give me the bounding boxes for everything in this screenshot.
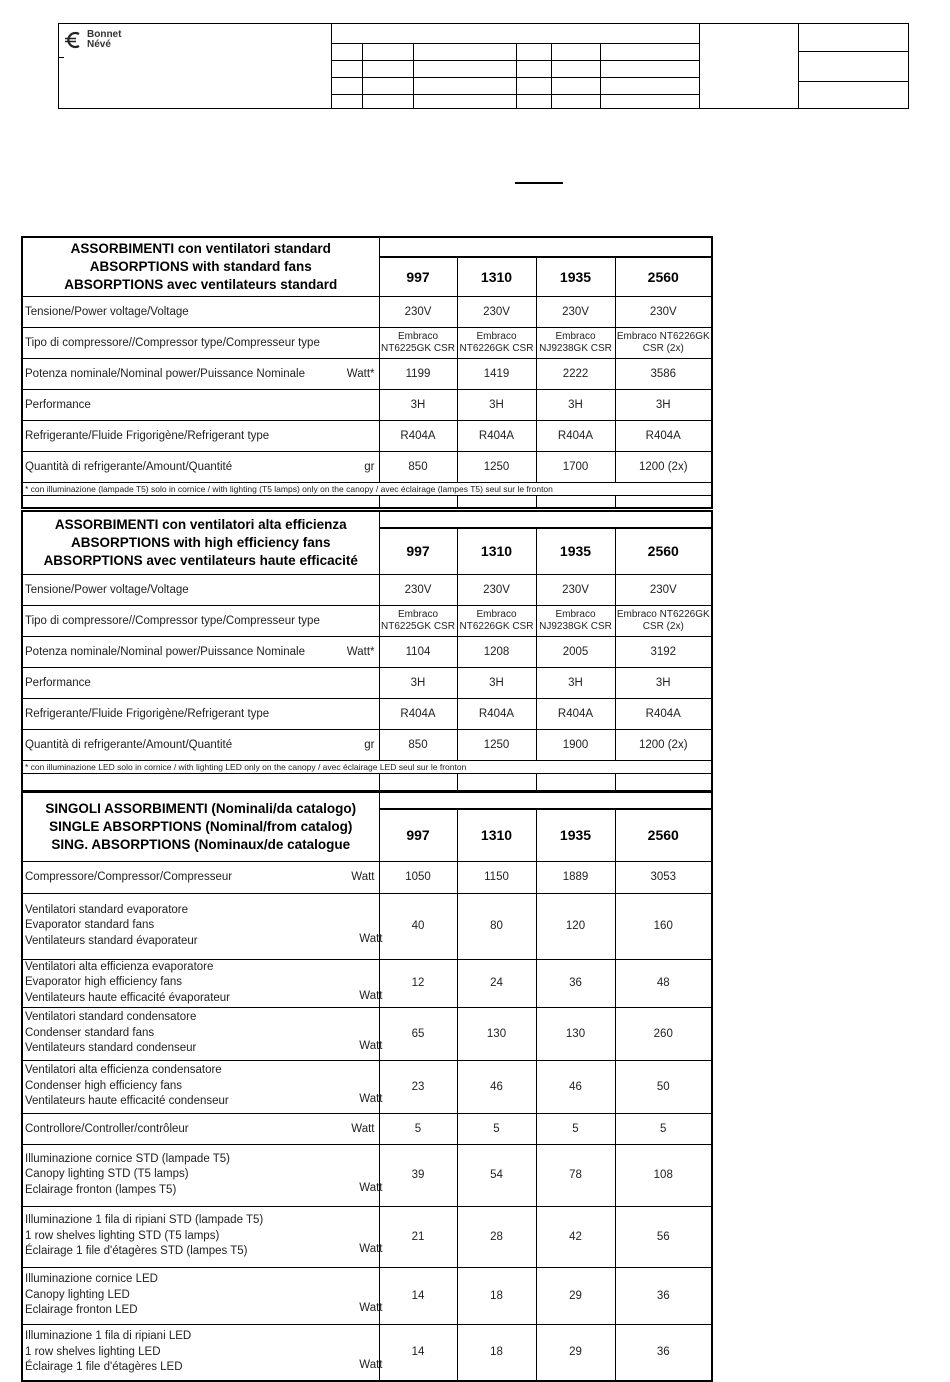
table-row [22,327,712,358]
cell-value: 28 [457,1206,536,1267]
title-line-it: SINGOLI ASSORBIMENTI (Nominali/da catalogo) [45,800,357,816]
spacer-cell [536,495,615,508]
model-header: 1310 [457,809,536,861]
cell-value: 46 [536,1060,615,1113]
row-unit: gr [364,460,375,473]
row-label-cell [22,1324,383,1381]
row-label-line: 1 row shelves lighting STD (T5 lamps) [25,1229,220,1242]
cell-value: 850 [379,451,457,482]
row-label-cell [22,451,379,482]
row-label-cell [22,1113,379,1144]
row-label-line: Evaporator standard fans [25,919,155,932]
logo-icon [64,30,84,50]
cell-value: 1700 [536,451,615,482]
cell-value: 1900 [536,729,615,760]
cell-value: Embraco NT6226GK CSR [457,605,536,636]
row-label-line: Eclairage fronton LED [25,1304,138,1317]
model-header: 1935 [536,809,615,861]
cell-value: 1104 [379,636,457,667]
cell-value: 39 [379,1144,457,1206]
cell-value: 260 [615,1007,712,1060]
row-unit: gr [364,738,375,751]
model-header: 1310 [457,528,536,574]
spacer-cell [536,773,615,791]
row-unit: Watt [359,1302,383,1315]
row-label-line: Ventilateurs standard condenseur [25,1042,197,1055]
cell-value: 1250 [457,729,536,760]
cell-value: 3192 [615,636,712,667]
cell-value: 1200 (2x) [615,729,712,760]
row-label: Quantità di refrigerante/Amount/Quantité [25,738,233,751]
table-row [22,574,712,605]
cell-value: 18 [457,1324,536,1381]
cell-value: 23 [379,1060,457,1113]
row-unit: Watt [359,1181,383,1194]
row-label-line: Ventilatori standard condensatore [25,1011,197,1024]
row-label-line: Illuminazione cornice LED [25,1273,158,1286]
cell-value: 29 [536,1324,615,1381]
cell-value: 230V [457,296,536,327]
spacer-cell [615,495,712,508]
cell-value: 1208 [457,636,536,667]
cell-value: 850 [379,729,457,760]
title-line-en: SINGLE ABSORPTIONS (Nominal/from catalog) [49,818,353,834]
cell-value: Embraco NJ9238GK CSR [536,327,615,358]
cell-value: R404A [457,420,536,451]
cell-value: 48 [615,959,712,1007]
table-row [22,1007,712,1060]
cell-value: 80 [457,893,536,959]
table-row [22,358,712,389]
cell-value: Embraco NT6226GK CSR (2x) [615,327,712,358]
company-logo [64,30,121,50]
table-row [22,893,712,959]
document-header-block [58,23,909,109]
row-unit: Watt [359,932,383,945]
row-unit: Watt [351,871,375,883]
row-label: Performance [22,389,379,420]
table-row [22,605,712,636]
cell-value: 160 [615,893,712,959]
row-unit: Watt* [346,645,375,658]
header-divider [798,24,799,108]
cell-value: R404A [536,420,615,451]
cell-value: 3H [379,667,457,698]
cell-value: 3H [379,389,457,420]
cell-value: 5 [615,1113,712,1144]
cell-value: R404A [615,420,712,451]
row-label: Compressore/Compressor/Compresseur [25,871,233,883]
header-divider [331,60,699,61]
title-line-fr: ABSORPTIONS avec ventilateurs standard [64,276,338,292]
cell-value: 21 [379,1206,457,1267]
cell-value: 14 [379,1267,457,1324]
table-row [22,420,712,451]
cell-value: 230V [536,296,615,327]
cell-value: 230V [615,296,712,327]
cell-value: 3053 [615,861,712,893]
row-label-cell [22,729,379,760]
model-header: 1935 [536,257,615,296]
header-divider [798,51,908,52]
cell-value: Embraco NT6225GK CSR [379,327,457,358]
cell-value: 5 [379,1113,457,1144]
row-label: Controllore/Controller/contrôleur [25,1122,189,1135]
cell-value: R404A [379,420,457,451]
cell-value: 29 [536,1267,615,1324]
header-divider [331,94,699,95]
table-row [22,1060,712,1113]
row-label-line: Ventilateurs haute efficacité condenseur [25,1095,229,1108]
row-label-line: Eclairage fronton (lampes T5) [25,1183,177,1196]
cell-value: 1150 [457,861,536,893]
model-header: 1935 [536,528,615,574]
row-label: Potenza nominale/Nominal power/Puissance Nominale [25,645,305,658]
table-row [22,667,712,698]
model-header: 997 [379,528,457,574]
cell-value: 36 [615,1324,712,1381]
spacer-cell [457,773,536,791]
model-header: 2560 [615,257,712,296]
table-title [22,511,379,574]
row-label-cell [22,959,383,1007]
row-label-line: Canopy lighting STD (T5 lamps) [25,1168,189,1181]
row-label-cell [22,636,379,667]
row-label-cell [22,893,383,959]
row-label: Refrigerante/Fluide Frigorigène/Refrigerant type [22,420,379,451]
header-tick [58,57,64,58]
row-label: Performance [22,667,379,698]
row-label: Tipo di compressore//Compressor type/Compresseur type [22,605,379,636]
cell-value: 3H [457,389,536,420]
cell-value: R404A [615,698,712,729]
row-label-line: Illuminazione 1 fila di ripiani STD (lampade T5) [25,1214,264,1227]
row-label: Quantità di refrigerante/Amount/Quantité [25,460,233,473]
title-line-fr: ABSORPTIONS avec ventilateurs haute efficacité [43,552,358,568]
table-title [22,792,379,861]
header-divider [331,24,332,108]
cell-value: 3H [457,667,536,698]
row-label: Tensione/Power voltage/Voltage [22,296,379,327]
cell-value: 3H [615,667,712,698]
cell-value: 54 [457,1144,536,1206]
spacer-cell [379,495,457,508]
cell-value: 230V [536,574,615,605]
cell-value: 36 [536,959,615,1007]
row-label-cell [22,861,379,893]
cell-value: 130 [536,1007,615,1060]
header-spacer [379,792,712,809]
title-line-it: ASSORBIMENTI con ventilatori alta efficienza [54,516,347,532]
spacer-cell [379,773,457,791]
row-label-line: Éclairage 1 file d'étagères LED [25,1361,183,1373]
cell-value: 46 [457,1060,536,1113]
header-divider [600,43,601,108]
cell-value: Embraco NT6225GK CSR [379,605,457,636]
cell-value: 24 [457,959,536,1007]
row-unit: Watt [359,1040,383,1053]
cell-value: Embraco NJ9238GK CSR [536,605,615,636]
row-label-line: Éclairage 1 file d'étagères STD (lampes T5) [25,1245,248,1258]
header-divider [362,43,363,108]
cell-value: 3H [615,389,712,420]
cell-value: 230V [615,574,712,605]
spacer-cell [615,773,712,791]
title-line-en: ABSORPTIONS with high efficiency fans [70,534,331,550]
table-row [22,636,712,667]
row-label: Refrigerante/Fluide Frigorigène/Refrigerant type [22,698,379,729]
cell-value: 130 [457,1007,536,1060]
cell-value: R404A [536,698,615,729]
cell-value: R404A [379,698,457,729]
row-label-line: Illuminazione 1 fila di ripiani LED [25,1330,192,1342]
cell-value: R404A [457,698,536,729]
cell-value: 2005 [536,636,615,667]
spacer-cell [22,773,379,791]
row-unit: Watt [359,1359,383,1371]
standard-fans-table [21,236,713,509]
row-label-cell [22,1007,383,1060]
title-underline [515,182,563,184]
logo-line-1: Bonnet [87,29,122,40]
table-row [22,389,712,420]
cell-value: 36 [615,1267,712,1324]
cell-value: 12 [379,959,457,1007]
cell-value: 120 [536,893,615,959]
table-row [22,451,712,482]
table-row [22,861,712,893]
cell-value: 230V [379,296,457,327]
title-line-fr: SING. ABSORPTIONS (Nominaux/de catalogue [51,836,351,852]
table-row [22,959,712,1007]
header-divider [516,43,517,108]
cell-value: 230V [457,574,536,605]
row-label-cell [22,1267,383,1324]
title-line-en: ABSORPTIONS with standard fans [89,258,312,274]
cell-value: 1200 (2x) [615,451,712,482]
cell-value: 5 [457,1113,536,1144]
model-header: 997 [379,809,457,861]
row-label-line: Ventilateurs standard évaporateur [25,934,198,947]
header-divider [331,43,699,44]
row-label-line: Illuminazione cornice STD (lampade T5) [25,1152,230,1165]
row-unit: Watt [359,1093,383,1106]
cell-value: 50 [615,1060,712,1113]
table-row [22,1267,712,1324]
row-label-line: Ventilatori alta efficienza evaporatore [25,960,214,973]
row-label-line: Ventilatori standard evaporatore [25,903,189,916]
row-label-line: 1 row shelves lighting LED [25,1345,161,1358]
cell-value: 108 [615,1144,712,1206]
row-unit: Watt [359,989,383,1002]
table-title [22,237,379,296]
cell-value: 18 [457,1267,536,1324]
cell-value: 3H [536,389,615,420]
row-label: Potenza nominale/Nominal power/Puissance Nominale [25,367,305,380]
cell-value: 5 [536,1113,615,1144]
title-line-it: ASSORBIMENTI con ventilatori standard [70,240,331,256]
cell-value: 1050 [379,861,457,893]
row-label-line: Ventilateurs haute efficacité évaporateur [25,991,231,1004]
cell-value: 65 [379,1007,457,1060]
table-row [22,1113,712,1144]
cell-value: 230V [379,574,457,605]
header-spacer [379,511,712,528]
footnote: * con illuminazione (lampade T5) solo in cornice / with lighting (T5 lamps) only on the canopy / avec éclairage (lampes T5) seul sur le fronton [22,482,712,495]
model-header: 2560 [615,809,712,861]
model-header: 1310 [457,257,536,296]
footnote: * con illuminazione LED solo in cornice / with lighting LED only on the canopy / avec éclairage LED seul sur le fronton [22,760,712,773]
row-label-line: Canopy lighting LED [25,1288,130,1301]
row-label-line: Evaporator high efficiency fans [25,976,183,989]
header-spacer [379,237,712,257]
row-label-cell [22,1144,383,1206]
cell-value: 40 [379,893,457,959]
row-unit: Watt [351,1122,375,1135]
table-row [22,1324,712,1381]
row-label: Tipo di compressore//Compressor type/Compresseur type [22,327,379,358]
table-row [22,1144,712,1206]
cell-value: 3H [536,667,615,698]
spacer-cell [22,495,379,508]
cell-value: 1199 [379,358,457,389]
row-unit: Watt* [346,367,375,380]
row-unit: Watt [359,1243,383,1256]
cell-value: 78 [536,1144,615,1206]
row-label: Tensione/Power voltage/Voltage [22,574,379,605]
cell-value: Embraco NT6226GK CSR [457,327,536,358]
model-header: 997 [379,257,457,296]
row-label-cell [22,358,379,389]
cell-value: 2222 [536,358,615,389]
header-divider [413,43,414,108]
cell-value: 1889 [536,861,615,893]
model-header: 2560 [615,528,712,574]
high-efficiency-fans-table [21,510,713,792]
cell-value: 42 [536,1206,615,1267]
cell-value: 1419 [457,358,536,389]
spacer-cell [457,495,536,508]
cell-value: 56 [615,1206,712,1267]
table-row [22,1206,712,1267]
header-divider [699,24,700,108]
logo-line-2: Névé [87,39,111,50]
header-divider [551,43,552,108]
cell-value: 14 [379,1324,457,1381]
table-row [22,729,712,760]
row-label-cell [22,1060,383,1113]
row-label-cell [22,1206,383,1267]
cell-value: 1250 [457,451,536,482]
row-label-line: Ventilatori alta efficienza condensatore [25,1064,222,1077]
single-absorptions-table [21,791,713,1382]
table-row [22,296,712,327]
cell-value: Embraco NT6226GK CSR (2x) [615,605,712,636]
row-label-line: Condenser high efficiency fans [25,1079,183,1092]
cell-value: 3586 [615,358,712,389]
header-divider [798,81,908,82]
table-row [22,698,712,729]
header-divider [331,77,699,78]
row-label-line: Condenser standard fans [25,1026,155,1039]
